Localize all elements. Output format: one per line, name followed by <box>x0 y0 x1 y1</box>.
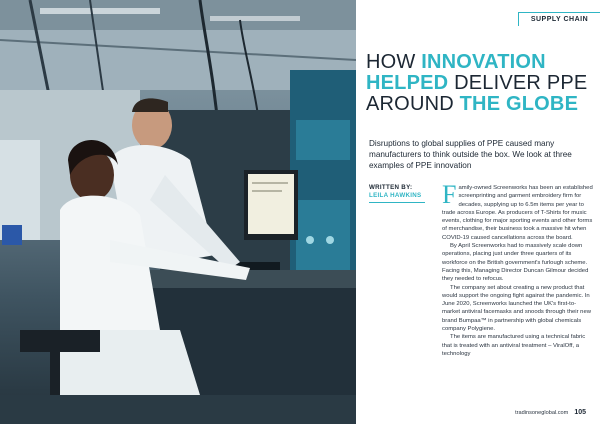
headline-highlight-2: HELPED <box>366 72 449 94</box>
byline-author: LEILA HAWKINS <box>369 192 422 199</box>
body-paragraph-3: The company set about creating a new product that would support the ongoing fight against the pandemic. In June 2020, Screenworks launched the UK's first-to-market antiviral facemasks and snoods through their new brand Bumpaa™ in partnership with global chemicals company Polygiene. <box>442 284 591 333</box>
page-number: 105 <box>574 409 586 416</box>
body-paragraph-1 <box>442 180 594 242</box>
headline-part-3: AROUND <box>366 93 460 115</box>
byline-rule <box>369 202 425 203</box>
article-page <box>356 0 600 424</box>
section-tag: SUPPLY CHAIN <box>518 12 600 26</box>
body-paragraph-2: By April Screenworks had to massively scale down operations, placing just under three quarters of its workforce on the British government's furlough scheme. Facing this, Managing Director Duncan Gilmour decided they needed to refocus. <box>442 243 589 283</box>
headline <box>366 52 598 115</box>
headline-part-2: DELIVER PPE <box>448 72 588 94</box>
byline <box>369 184 431 203</box>
byline-label: WRITTEN BY: <box>369 184 413 191</box>
body-paragraph-1-text: amily-owned Screenworks has been an established screenprinting and garment embroidery firm for decades, supplying up to 6.5m items per year to trade across Europe. As producers of T-Shirts for music events, clothing for major sporting events and other forms of merchandise, their business took a massive hit when COVID-19 caused cancellations across the board. <box>442 185 593 241</box>
body-paragraph-4: The items are manufactured using a technical fabric that is treated with an antiviral treatment – ViralOff, a technology <box>442 334 586 357</box>
headline-part-1: HOW <box>366 51 422 73</box>
article-body <box>442 180 594 358</box>
standfirst: Disruptions to global supplies of PPE caused many manufacturers to think outside the box. We look at three examples of PPE innovation <box>369 139 572 170</box>
headline-highlight-3: THE GLOBE <box>459 93 579 115</box>
headline-highlight-1: INNOVATION <box>421 51 546 73</box>
footer-url[interactable]: tradinsoneglobal.com <box>515 409 569 416</box>
dropcap: F <box>442 180 457 209</box>
page-footer <box>515 409 586 416</box>
